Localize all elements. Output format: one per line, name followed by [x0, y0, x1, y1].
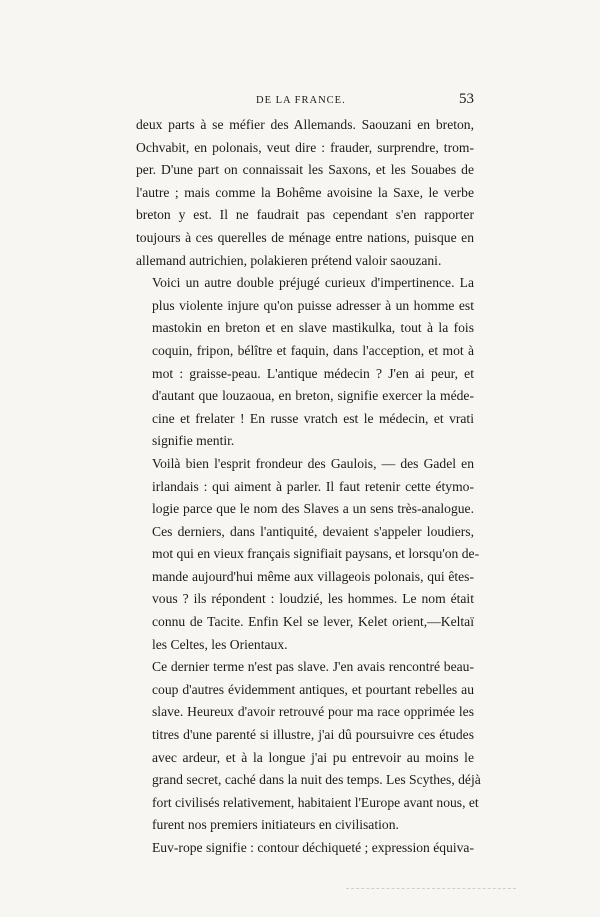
- paragraph-3: [136, 453, 480, 656]
- text-line: slave. Heureux d'avoir retrouvé pour ma race opprimée les: [152, 704, 474, 720]
- text-line: Euv-rope signifie : contour déchiqueté ; expression équiva-: [152, 840, 474, 855]
- text-line: allemand autrichien, polakieren prétend valoir saouzani.: [136, 252, 442, 268]
- text-line: Voilà bien l'esprit frondeur des Gaulois, — des Gadel en: [152, 455, 474, 471]
- paragraph-1: [136, 114, 474, 272]
- paragraph-2: [136, 272, 474, 453]
- text-line: titres d'une parenté si illustre, j'ai dû poursuivre ces études: [152, 727, 474, 743]
- text-line: plus violente injure qu'on puisse adresser à un homme est: [152, 297, 474, 313]
- body-text: [136, 114, 481, 860]
- text-line: l'autre ; mais comme la Bohême avoisine la Saxe, le verbe: [136, 184, 474, 200]
- page-header: [138, 92, 474, 112]
- text-line: toujours à ces querelles de ménage entre nations, puisque en: [136, 229, 474, 245]
- text-line: Voici un autre double préjugé curieux d'impertinence. La: [152, 275, 474, 291]
- paragraph-5: [136, 837, 474, 860]
- text-line: mot qui en vieux français signifiait paysans, et lorsqu'on de-: [152, 546, 480, 562]
- text-line: avec ardeur, et à la longue j'ai pu entrevoir au moins le: [152, 749, 474, 765]
- text-line: d'autant que louzaoua, en breton, signifie exercer la méde-: [152, 388, 474, 404]
- text-line: Ochvabit, en polonais, veut dire : frauder, surprendre, trom-: [136, 139, 474, 155]
- text-line: mot : graisse-peau. L'antique médecin ? J'en ai peur, et: [152, 365, 474, 381]
- page-number: 53: [459, 91, 474, 107]
- text-line: mande aujourd'hui même aux villageois polonais, qui êtes-: [152, 568, 474, 584]
- text-line: breton y est. Il ne faudrait pas cependant s'en rapporter: [136, 207, 474, 223]
- text-line: signifie mentir.: [152, 433, 235, 449]
- text-line: vous ? ils répondent : loudzié, les hommes. Le nom était: [152, 591, 474, 607]
- text-line: fort civilisés relativement, habitaient l'Europe avant nous, et: [152, 794, 479, 810]
- text-line: grand secret, caché dans la nuit des temps. Les Scythes, déjà: [152, 772, 481, 788]
- text-line: furent nos premiers initiateurs en civilisation.: [152, 817, 399, 833]
- text-line: mastokin en breton et en slave mastikulka, tout à la fois: [152, 320, 474, 336]
- text-line: Ces derniers, dans l'antiquité, devaient s'appeler loudiers,: [152, 523, 474, 539]
- text-line: irlandais : qui aiment à parler. Il faut retenir cette étymo-: [152, 478, 474, 494]
- text-line: coup d'autres évidemment antiques, et pourtant rebelles au: [152, 681, 474, 697]
- text-line: cine et frelater ! En russe vratch est le médecin, et vrati: [152, 410, 474, 426]
- paragraph-4: [136, 656, 481, 837]
- text-line: coquin, fripon, bélître et faquin, dans l'acception, et mot à: [152, 342, 474, 358]
- text-line: logie parce que le nom des Slaves a un sens très-analogue.: [152, 501, 474, 517]
- text-line: les Celtes, les Orientaux.: [152, 636, 288, 652]
- running-title: DE LA FRANCE.: [256, 95, 346, 106]
- text-line: Ce dernier terme n'est pas slave. J'en avais rencontré beau-: [152, 659, 474, 675]
- text-line: per. D'une part on connaissait les Saxons, et les Souabes de: [136, 162, 474, 178]
- text-line: connu de Tacite. Enfin Kel se lever, Kelet orient,—Keltaï: [152, 614, 474, 630]
- scan-artifact-rule: [346, 888, 516, 890]
- text-line: deux parts à se méfier des Allemands. Saouzani en breton,: [136, 117, 474, 132]
